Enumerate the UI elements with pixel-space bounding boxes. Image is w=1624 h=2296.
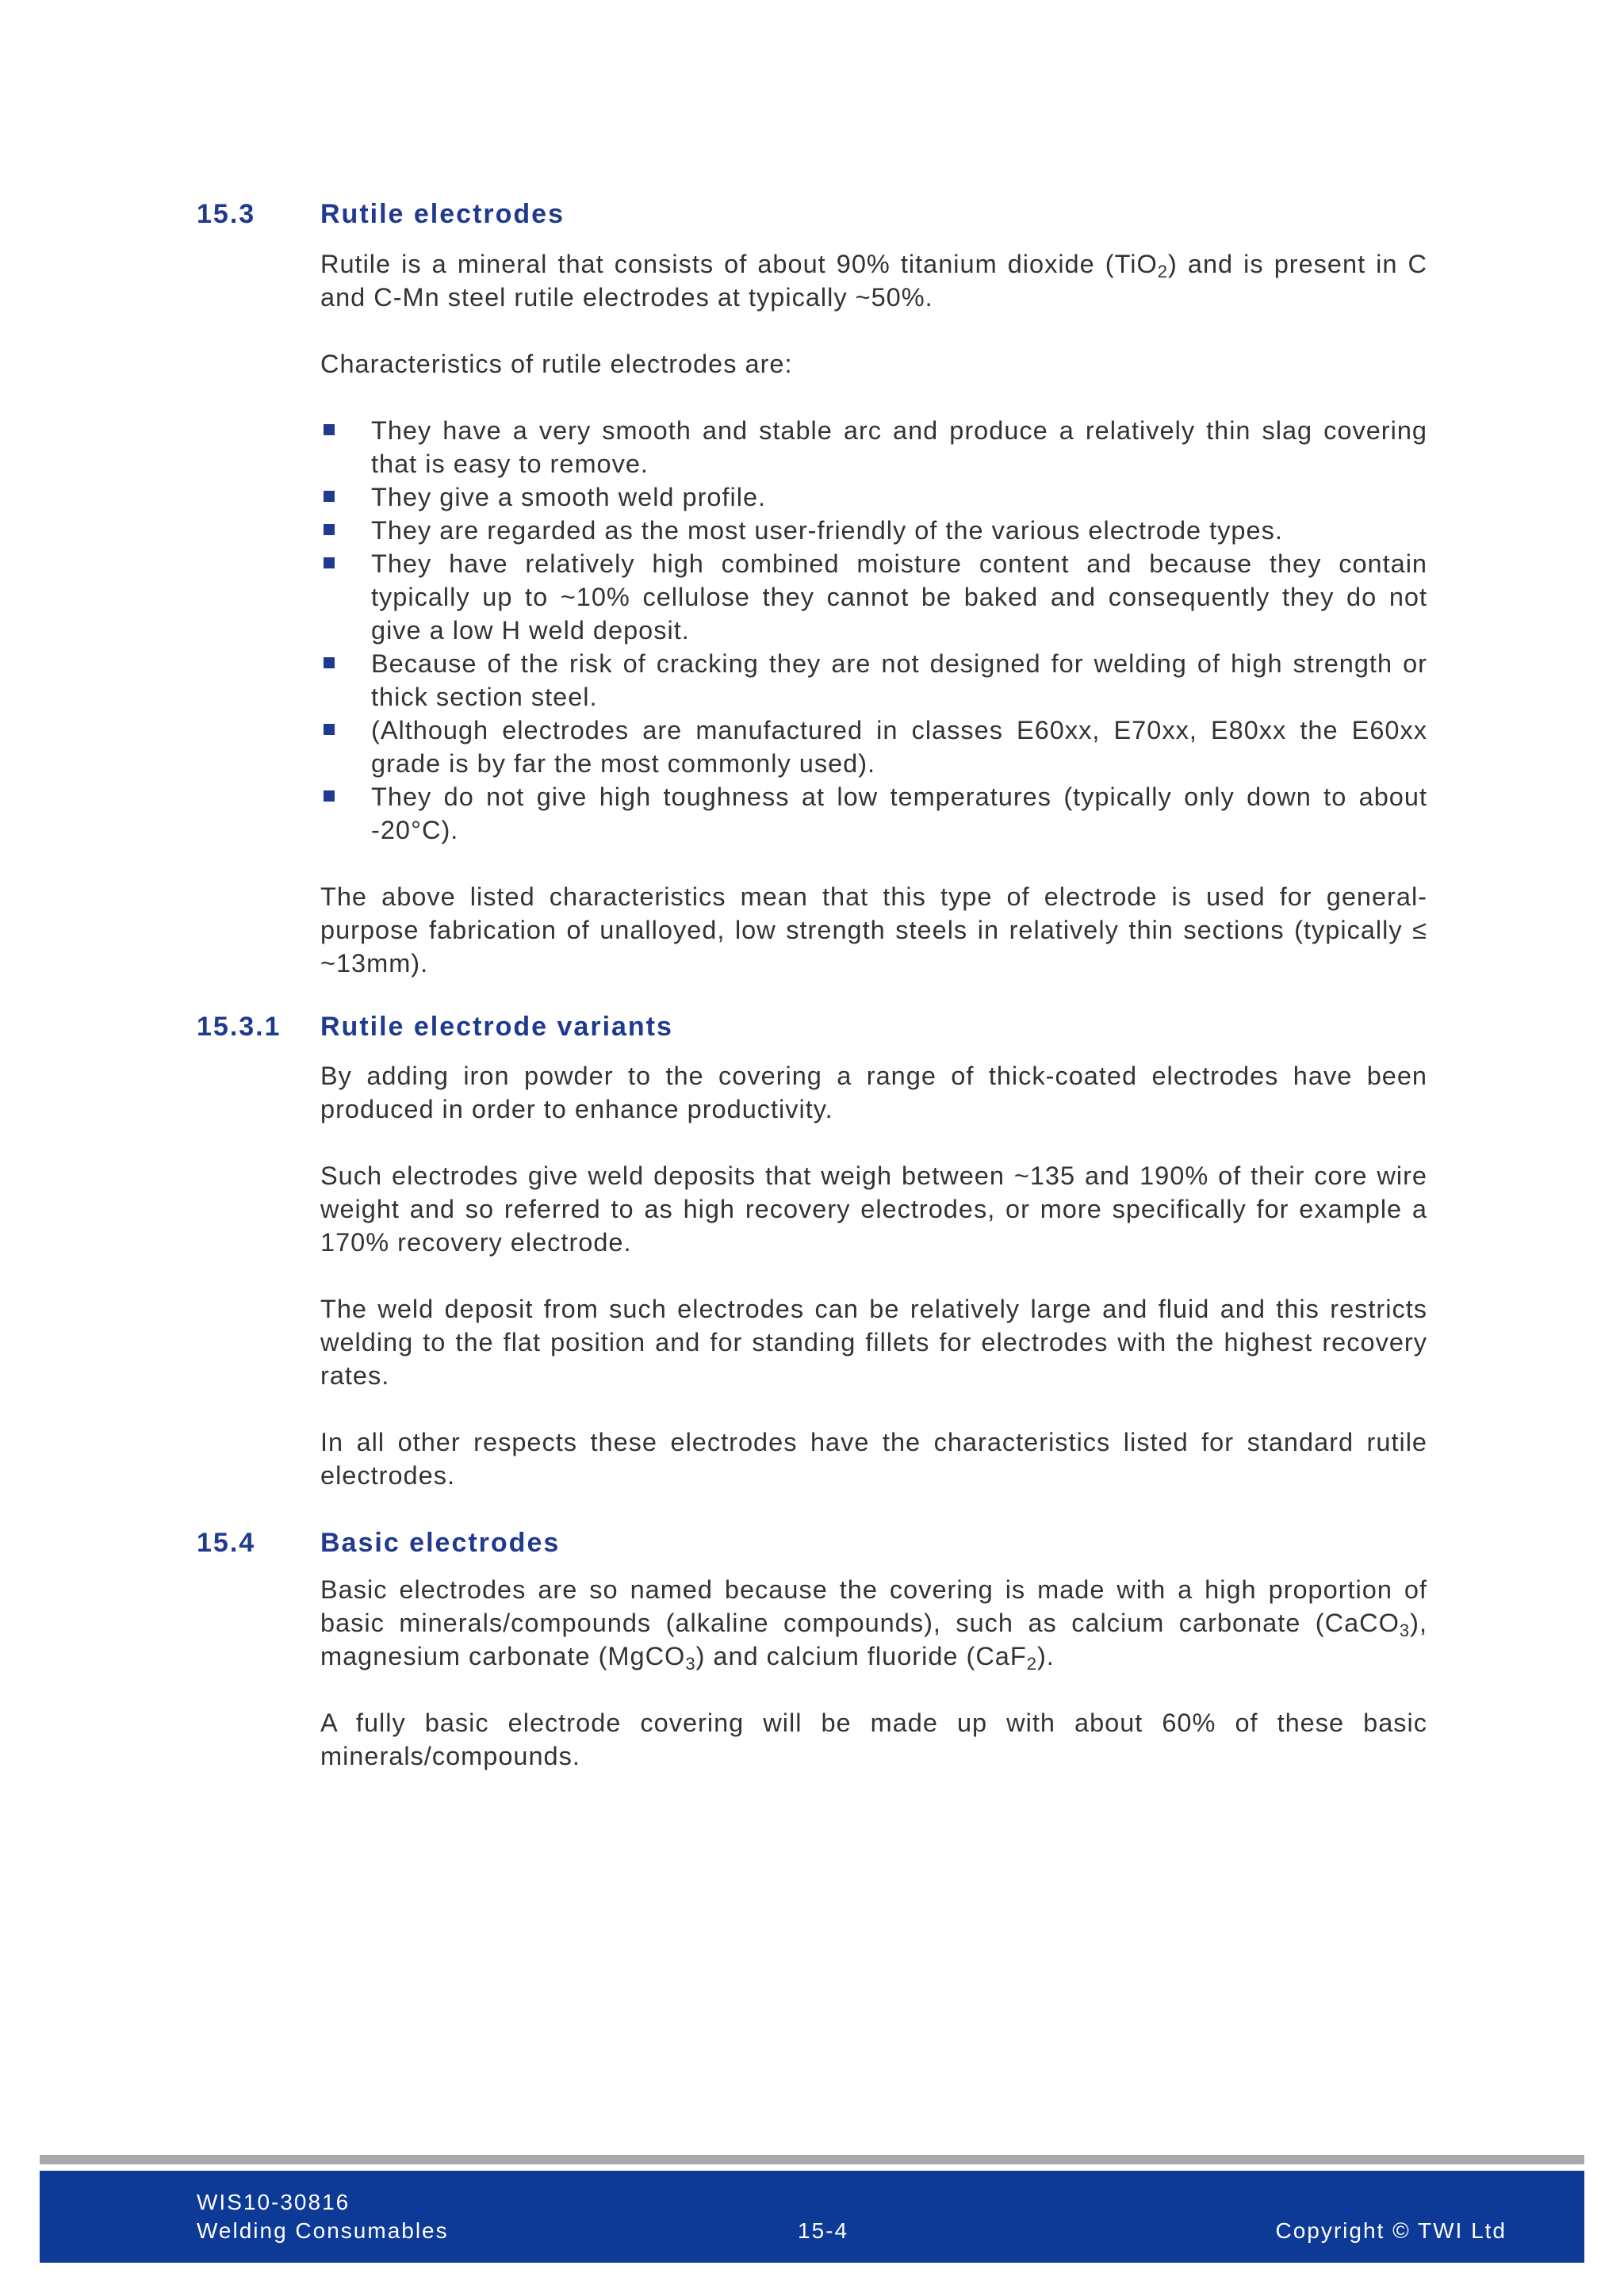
list-item-text: (Although electrodes are manufactured in classes E60xx, E70xx, E80xx the E60xx grade is by far the most commonly used). xyxy=(371,716,1427,778)
square-bullet-icon xyxy=(324,790,335,802)
paragraph-characteristics-intro: Characteristics of rutile electrodes are: xyxy=(320,350,793,378)
paragraph: In all other respects these electrodes have the characteristics listed for standard rutile electrodes. xyxy=(320,1428,1427,1490)
text-run: ), magnesium carbonate (MgCO xyxy=(320,1609,1427,1670)
list-item xyxy=(320,480,1427,514)
list-item-text: They have relatively high combined moisture content and because they contain typically up to ~10% cellulose they cannot be baked and consequently they do not give a low H weld deposit. xyxy=(371,549,1427,645)
paragraph-basic-intro xyxy=(320,1573,1427,1673)
list-item xyxy=(320,414,1427,480)
text-run: ) and calcium fluoride (CaF xyxy=(695,1642,1027,1670)
list-item xyxy=(320,714,1427,780)
section-heading-15-4 xyxy=(197,1526,560,1559)
text-run: ) and is present in C and C-Mn steel rutile electrodes at typically ~50%. xyxy=(320,250,1427,312)
section-title: Rutile electrodes xyxy=(320,199,565,229)
text-run: Rutile is a mineral that consists of about 90% titanium dioxide (TiO xyxy=(320,250,1158,278)
section-heading-15-3-1 xyxy=(197,1010,673,1043)
list-item xyxy=(320,647,1427,714)
footer-doc-id: WIS10-30816 xyxy=(197,2190,350,2214)
subscript: 3 xyxy=(1399,1621,1411,1640)
square-bullet-icon xyxy=(324,424,335,435)
list-item-text: They have a very smooth and stable arc and produce a relatively thin slag covering that is easy to remove. xyxy=(371,416,1427,478)
paragraph: The weld deposit from such electrodes can be relatively large and fluid and this restricts welding to the flat position and for standing fillets for electrodes with the highest recovery rates. xyxy=(320,1295,1427,1390)
footer-copyright: Copyright © TWI Ltd xyxy=(1275,2218,1507,2243)
paragraph-conclusion: The above listed characteristics mean that this type of electrode is used for general-purpose fabrication of unalloyed, low strength steels in relatively thin sections (typically ≤ ~13mm). xyxy=(320,882,1427,978)
square-bullet-icon xyxy=(324,524,335,535)
section-body-15-3-1 xyxy=(320,1059,1427,1492)
list-item xyxy=(320,514,1427,547)
footer-page-number: 15-4 xyxy=(798,2218,849,2243)
section-title: Rutile electrode variants xyxy=(320,1012,673,1042)
list-item-text: Because of the risk of cracking they are not designed for welding of high strength or thick section steel. xyxy=(371,649,1427,711)
footer-doc-title: Welding Consumables xyxy=(197,2218,449,2243)
paragraph: A fully basic electrode covering will be made up with about 60% of these basic minerals/compounds. xyxy=(320,1709,1427,1770)
subscript: 2 xyxy=(1157,262,1168,281)
square-bullet-icon xyxy=(324,657,335,668)
square-bullet-icon xyxy=(324,724,335,735)
paragraph: Such electrodes give weld deposits that weigh between ~135 and 190% of their core wire weight and so referred to as high recovery electrodes, or more specifically for example a 170% recovery electrode. xyxy=(320,1161,1427,1257)
list-item-text: They do not give high toughness at low temperatures (typically only down to about -20°C). xyxy=(371,783,1427,844)
characteristics-list xyxy=(320,414,1427,847)
list-item xyxy=(320,780,1427,847)
text-run: Basic electrodes are so named because the covering is made with a high proportion of basic minerals/compounds (alkaline compounds), such as calcium carbonate (CaCO xyxy=(320,1575,1427,1637)
section-number: 15.3.1 xyxy=(197,1012,282,1042)
list-item xyxy=(320,547,1427,647)
section-body-15-4 xyxy=(320,1573,1427,1773)
list-item-text: They are regarded as the most user-friendly of the various electrode types. xyxy=(371,516,1283,545)
section-title: Basic electrodes xyxy=(320,1528,561,1558)
section-heading-15-3 xyxy=(197,197,565,231)
square-bullet-icon xyxy=(324,557,335,568)
subscript: 2 xyxy=(1026,1654,1037,1674)
section-number: 15.4 xyxy=(197,1528,256,1558)
page-footer xyxy=(40,2171,1584,2263)
footer-divider xyxy=(40,2155,1584,2164)
paragraph-rutile-intro xyxy=(320,247,1427,314)
paragraph: By adding iron powder to the covering a range of thick-coated electrodes have been produced in order to enhance productivity. xyxy=(320,1062,1427,1123)
list-item-text: They give a smooth weld profile. xyxy=(371,483,767,511)
section-body-15-3 xyxy=(320,247,1427,980)
square-bullet-icon xyxy=(324,491,335,502)
text-run: ). xyxy=(1036,1642,1055,1670)
subscript: 3 xyxy=(685,1654,696,1674)
section-number: 15.3 xyxy=(197,199,256,229)
